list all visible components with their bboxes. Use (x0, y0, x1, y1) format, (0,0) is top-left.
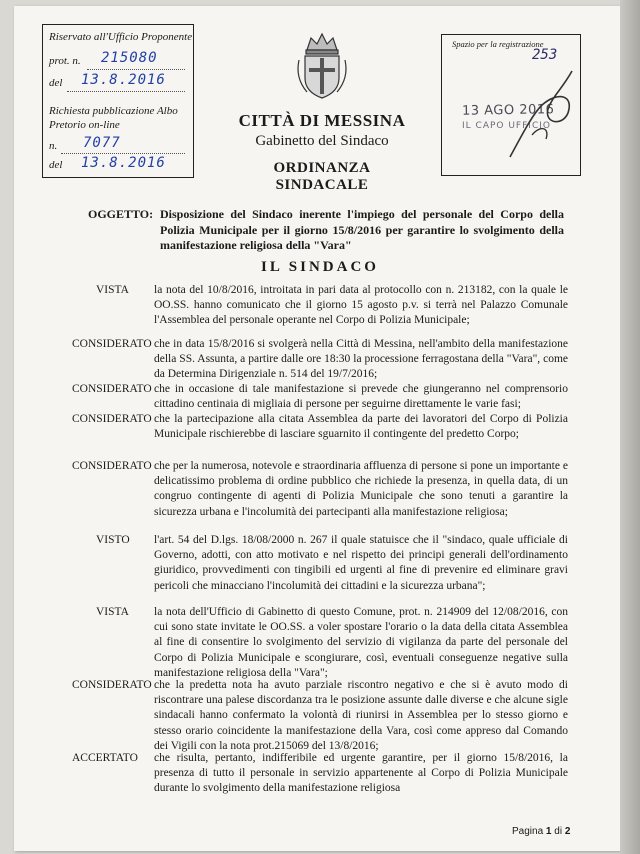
clause-text: l'art. 54 del D.lgs. 18/08/2000 n. 267 il quale statuisce che il "sindaco, quale ufficiale di Governo, adotti, con atto motivato e nel rispetto dei principi generali dell'ordinamento giuridico, provvedimenti con tingibili ed urgenti al fine di prevenire ed eliminare gravi pericoli che minacciano l'incolumità dei cittadini e la sicurezza urbana"; (154, 534, 568, 592)
clause-text: che in data 15/8/2016 si svolgerà nella Città di Messina, nell'ambito della manifestazione della SS. Assunta, a partire dalle ore 18:30 la processione ferragostana della "Vara", come da Determina Dirigenziale n. 514 del 19/7/2016; (154, 338, 568, 381)
clause-label: CONSIDERATO (72, 679, 152, 691)
page-edge-shadow (620, 0, 640, 854)
n-label: n. (49, 140, 58, 152)
clause-label: CONSIDERATO (72, 460, 152, 472)
del-handwritten: 13.8.2016 (81, 72, 166, 88)
clause-text: che per la numerosa, notevole e straordinaria affluenza di persone si pone un importante e delicatissimo problema di ordine pubblico che richiede la presenza, in quella data, di un congruo contingente di agenti di Polizia Municipale che sono tenuti a garantire la sicurezza urbana e l'incolumità dei partecipanti alla manifestazione religiosa; (154, 460, 568, 518)
signature-mark (502, 65, 578, 165)
n-handwritten: 7077 (83, 135, 121, 151)
clause-label: ACCERTATO (72, 752, 138, 764)
clause-text: che in occasione di tale manifestazione si prevede che giungeranno nel comprensorio cittadino centinaia di migliaia di persone per seguirne direttamente le varie fasi; (154, 383, 568, 411)
page-current: 1 (545, 826, 552, 837)
clause-text: che la predetta nota ha avuto parziale riscontro negativo e che si è avuto modo di riscontrare una palese discordanza tra le posizione assunte dalle diverse e che alcune sigle sindacali hanno confermato la volontà di riunirsi in Assemblea per lo stesso giorno e stesso orario coincidente la manifestazione della Vara, così come appreso dal Comando dei Vigili con la nota prot.215069 del 13/8/2016; (154, 679, 568, 752)
clause-label: CONSIDERATO (72, 383, 152, 395)
page-of: di (554, 826, 563, 837)
cabinet-name: Gabinetto del Sindaco (255, 133, 389, 149)
document-type: ORDINANZA SINDACALE (273, 160, 371, 193)
page-total: 2 (564, 826, 571, 837)
del-dotted-line (67, 91, 185, 92)
mayor-heading: IL SINDACO (261, 259, 379, 275)
clause-label: CONSIDERATO (72, 338, 152, 350)
n-dotted-line (61, 153, 185, 154)
office-stamp: IL CAPO UFFICIO (462, 121, 551, 131)
city-name: CITTÀ DI MESSINA (238, 111, 406, 130)
clause-label: VISTA (96, 284, 129, 296)
clause-text: che la partecipazione alla citata Assemblea da parte dei lavoratori del Corpo di Polizia Municipale rischierebbe di lasciare sguarnito il contingente del predetto Corpo; (154, 413, 568, 441)
clause-text: la nota dell'Ufficio di Gabinetto di questo Comune, prot. n. 214909 del 12/08/2016, con cui sono state invitate le OO.SS. a voler spostare l'orario o la data della citata Assemblea al fine di consentire lo svolgimento del servizio di vigilanza da parte del personale del Corpo di Polizia Municipale e scongiurare, così, eventuali conseguenze negative sulla manifestazione religiosa della "Vara"; (154, 606, 568, 679)
reserved-label: Riservato all'Ufficio Proponente (49, 31, 193, 43)
proponent-office-box (42, 24, 194, 178)
publication-label-1: Richiesta pubblicazione Albo (49, 105, 178, 117)
page-footer (512, 826, 570, 837)
del2-label: del (49, 159, 63, 171)
clause-label: CONSIDERATO (72, 413, 152, 425)
prot-dotted-line (87, 69, 185, 70)
page-word: Pagina (512, 826, 544, 837)
subject-label: OGGETTO: (88, 207, 154, 221)
del2-handwritten: 13.8.2016 (81, 155, 166, 171)
date-stamp: 13 AGO 2016 (461, 102, 555, 119)
clause-label: VISTA (96, 606, 129, 618)
del-label: del (49, 77, 63, 89)
clause-label: VISTO (96, 534, 130, 546)
publication-label-2: Pretorio on-line (49, 119, 120, 131)
city-crest-icon (293, 30, 351, 102)
registration-label: Spazio per la registrazione (452, 39, 544, 49)
prot-label: prot. n. (49, 55, 81, 67)
clause-text: la nota del 10/8/2016, introitata in pari data al protocollo con n. 213182, con la quale le OO.SS. hanno comunicato che il giorno 15 agosto p.v. si terrà nel Palazzo Comunale l'Assemblea del personale operante nel Corpo di Polizia Municipale; (154, 284, 568, 327)
clause-text: che risulta, pertanto, indifferibile ed urgente garantire, per il giorno 15/8/2016, la presenza di tutto il personale in servizio appartenente al Corpo di Polizia Municipale durante lo svolgimento della manifestazione religiosa (154, 752, 568, 795)
registration-number: 253 (532, 47, 558, 63)
registration-box (441, 34, 581, 176)
subject-text: Disposizione del Sindaco inerente l'impiego del personale del Corpo della Polizia Municipale per il giorno 15/8/2016 per garantire lo svolgimento della manifestazione religiosa della "Vara" (160, 207, 564, 252)
prot-handwritten: 215080 (101, 50, 158, 66)
